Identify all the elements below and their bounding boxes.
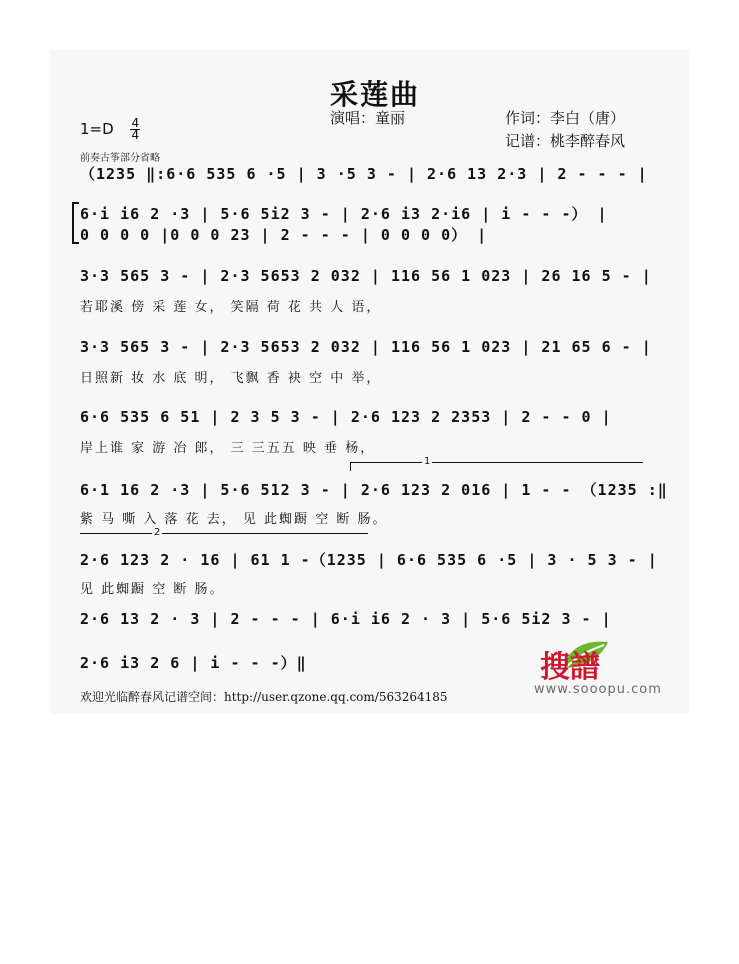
sooopu-logo — [540, 642, 600, 686]
lyrics-row-5: 岸上谁 家 游 冶 郎， 三 三五五 映 垂 杨， — [80, 441, 376, 456]
score-row-1: （1235 ‖:6·6 535 6 ·5 | 3 ·5 3 - | 2·6 13 2·3 | 2 - - - | — [80, 165, 648, 183]
logo-text: 搜譜 — [540, 650, 600, 685]
volta-1-label: 1 — [424, 456, 431, 467]
transcriber: 记谱：桃李醉春风 — [505, 132, 626, 150]
key-signature: 1=D — [80, 120, 114, 138]
time-signature — [130, 118, 140, 141]
score-row-3: 3·3 565 3 - | 2·3 5653 2 032 | 116 56 1 023 | 26 16 5 - | — [80, 267, 652, 285]
score-row-2-lower: 0 0 0 0 |0 0 0 23 | 2 - - - | 0 0 0 0） | — [80, 226, 488, 244]
lyricist: 作词：李白（唐） — [505, 109, 626, 127]
lyrics-row-6: 紫 马 嘶 入 落 花 去， 见 此蜘蹰 空 断 肠。 — [80, 512, 388, 527]
score-row-9: 2·6 i3 2 6 | i - - -）‖ — [80, 654, 307, 672]
system-bracket — [72, 202, 79, 244]
singer: 演唱：童丽 — [330, 109, 406, 127]
volta-1-bracket — [350, 462, 643, 471]
key-and-time — [80, 118, 140, 141]
intro-note: 前奏古筝部分省略 — [80, 153, 160, 164]
time-sig-denominator: 4 — [131, 128, 140, 142]
song-title: 采莲曲 — [330, 78, 421, 111]
time-sig-numerator: 4 — [131, 116, 140, 130]
score-sheet — [50, 50, 689, 714]
logo-url: www.sooopu.com — [534, 682, 662, 697]
lyrics-row-7: 见 此蜘蹰 空 断 肠。 — [80, 582, 225, 597]
score-row-8: 2·6 13 2 · 3 | 2 - - - | 6·i i6 2 · 3 | 5·6 5i2 3 - | — [80, 610, 612, 628]
volta-2-label: 2 — [154, 527, 161, 538]
score-row-7: 2·6 123 2 · 16 | 61 1 -（1235 | 6·6 535 6 ·5 | 3 · 5 3 - | — [80, 551, 658, 569]
lyrics-row-4: 日照新 妆 水 底 明， 飞飘 香 袂 空 中 举， — [80, 371, 382, 386]
score-row-5: 6·6 535 6 51 | 2 3 5 3 - | 2·6 123 2 2353 | 2 - - 0 | — [80, 408, 612, 426]
score-row-6: 6·1 16 2 ·3 | 5·6 512 3 - | 2·6 123 2 016 | 1 - - （1235 :‖ — [80, 481, 668, 499]
lyrics-row-3: 若耶溪 傍 采 莲 女， 笑隔 荷 花 共 人 语， — [80, 300, 382, 315]
footer-text: 欢迎光临醉春风记谱空间：http://user.qzone.qq.com/563264185 — [80, 690, 448, 704]
volta-2-bracket — [80, 533, 368, 542]
score-row-4: 3·3 565 3 - | 2·3 5653 2 032 | 116 56 1 023 | 21 65 6 - | — [80, 338, 652, 356]
score-row-2-upper: 6·i i6 2 ·3 | 5·6 5i2 3 - | 2·6 i3 2·i6 | i - - -） | — [80, 205, 608, 223]
